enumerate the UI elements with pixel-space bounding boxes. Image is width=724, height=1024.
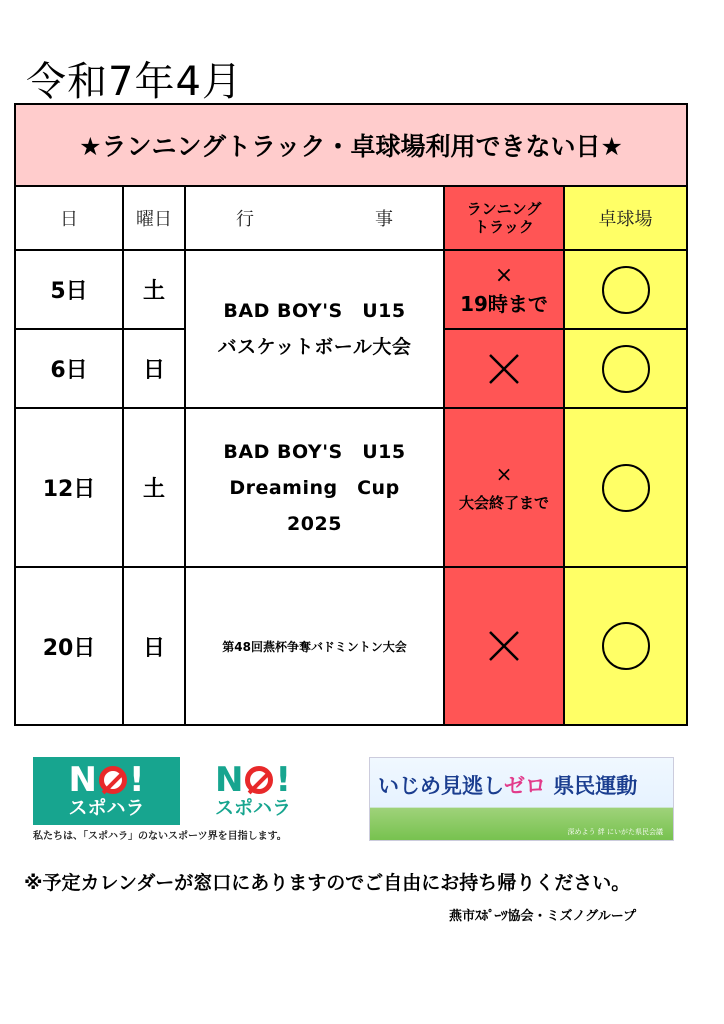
row-5-track-mark: × bbox=[494, 262, 514, 288]
row-20-day: 20日 bbox=[16, 568, 124, 724]
table-banner: ★ランニングトラック・卓球場利用できない日★ bbox=[16, 105, 686, 187]
row-6-track bbox=[445, 330, 565, 409]
no-spohara-logo bbox=[33, 757, 180, 825]
event-badboys-basketball bbox=[186, 251, 445, 409]
prohibition-icon bbox=[245, 766, 273, 794]
prohibition-icon bbox=[99, 766, 127, 794]
event-line: BAD BOY'S U15 bbox=[223, 440, 406, 463]
no-exclaim: ! bbox=[128, 760, 145, 800]
page-title: 令和7年4月 bbox=[26, 59, 243, 105]
ijime-title bbox=[378, 770, 637, 800]
ijime-zero-banner bbox=[369, 757, 674, 841]
no-exclaim: ! bbox=[275, 760, 291, 800]
row-6-weekday: 日 bbox=[124, 330, 186, 409]
available-circle-icon bbox=[602, 622, 650, 670]
row-5-track-note: 19時まで bbox=[460, 291, 548, 316]
ijime-title-zero: ゼロ bbox=[504, 774, 546, 798]
row-6-table-tennis bbox=[565, 330, 686, 409]
event-line: Dreaming Cup bbox=[229, 476, 400, 499]
row-20-track bbox=[445, 568, 565, 724]
row-20-weekday: 日 bbox=[124, 568, 186, 724]
calendar-note: ※予定カレンダーが窓口にありますのでご自由にお持ち帰りください。 bbox=[24, 872, 631, 894]
row-12-track-mark: × bbox=[495, 461, 513, 486]
event-line: 2025 bbox=[287, 512, 342, 535]
header-event bbox=[186, 187, 445, 251]
event-line: バスケットボール大会 bbox=[217, 336, 412, 358]
footer-credit: 燕市ｽﾎﾟｰﾂ協会・ミズノグループ bbox=[449, 909, 637, 924]
row-12-weekday: 土 bbox=[124, 409, 186, 568]
row-12-day: 12日 bbox=[16, 409, 124, 568]
header-event-right: 事 bbox=[375, 209, 393, 230]
row-12-track-note: 大会終了まで bbox=[458, 493, 549, 512]
ijime-title-part: いじめ見逃し bbox=[378, 774, 504, 798]
spohara-caption: 私たちは、「スポハラ」のないスポーツ界を目指します。 bbox=[33, 831, 287, 842]
available-circle-icon bbox=[602, 345, 650, 393]
event-dreaming-cup bbox=[186, 409, 445, 568]
row-5-day: 5日 bbox=[16, 251, 124, 330]
ijime-title-part: 県民運動 bbox=[546, 774, 638, 798]
ijime-subtitle: 深めよう 絆 にいがた県民会議 bbox=[567, 828, 663, 836]
row-12-track bbox=[445, 409, 565, 568]
no-letter: N bbox=[68, 760, 97, 800]
row-20-table-tennis bbox=[565, 568, 686, 724]
no-letter: N bbox=[215, 760, 244, 800]
available-circle-icon bbox=[602, 266, 650, 314]
header-day: 日 bbox=[16, 187, 124, 251]
event-badminton: 第48回燕杯争奪バドミントン大会 bbox=[186, 568, 445, 724]
row-5-weekday: 土 bbox=[124, 251, 186, 330]
header-table-tennis: 卓球場 bbox=[565, 187, 686, 251]
row-5-table-tennis bbox=[565, 251, 686, 330]
row-6-day: 6日 bbox=[16, 330, 124, 409]
row-12-table-tennis bbox=[565, 409, 686, 568]
unavailable-x-icon bbox=[486, 628, 522, 664]
header-weekday: 曜日 bbox=[124, 187, 186, 251]
event-line: BAD BOY'S U15 bbox=[223, 300, 406, 322]
unavailable-x-icon bbox=[486, 351, 522, 387]
no-spohara-logo-outline bbox=[197, 757, 309, 825]
available-circle-icon bbox=[602, 464, 650, 512]
row-5-track bbox=[445, 251, 565, 330]
header-track: ランニング トラック bbox=[445, 187, 565, 251]
header-event-left: 行 bbox=[236, 209, 254, 230]
spohara-text: スポハラ bbox=[68, 797, 145, 819]
spohara-text: スポハラ bbox=[214, 797, 291, 819]
